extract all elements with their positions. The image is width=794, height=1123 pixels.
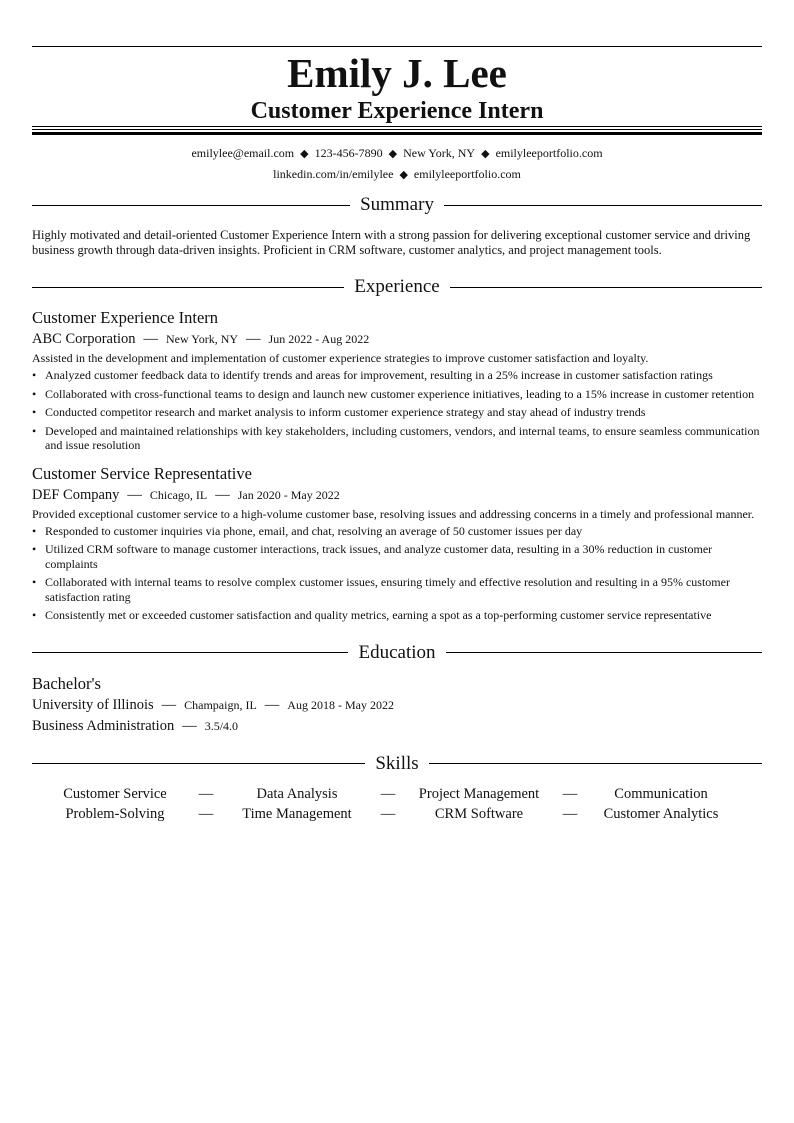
contact-line-2 (32, 164, 762, 185)
location: New York, NY (403, 146, 476, 160)
skill-dash: — (198, 785, 214, 802)
skill-dash: — (198, 805, 214, 822)
phone-number: 123-456-7890 (314, 146, 383, 160)
skill-dash: — (380, 785, 396, 802)
job-bullets (32, 368, 762, 453)
job-entry (32, 463, 762, 623)
job-location: New York, NY (166, 332, 239, 346)
job-meta: ABC Corporation — New York, NY — Jun 2022 - Aug 2022 (32, 331, 370, 347)
job-bullets (32, 524, 762, 623)
skill-item: Problem-Solving (65, 805, 165, 822)
skill-item: Communication (614, 785, 708, 802)
skill-dash: — (380, 805, 396, 822)
job-meta: DEF Company — Chicago, IL — Jan 2020 - May 2022 (32, 486, 340, 503)
company-name: DEF Company (32, 486, 120, 503)
education-dates: Aug 2018 - May 2022 (287, 697, 394, 712)
job-title: Customer Experience Intern (32, 308, 219, 327)
list-item: • Responded to customer inquiries via phone, email, and chat, resolving an average of 50 customer issues per day (32, 523, 583, 538)
skill-item: CRM Software (434, 805, 524, 822)
linkedin-link[interactable]: linkedin.com/in/emilylee (273, 167, 394, 181)
skills-heading-label: Skills (375, 752, 419, 774)
skills-grid (32, 784, 762, 824)
summary-heading-label: Summary (360, 194, 434, 215)
list-item: • Analyzed customer feedback data to identify trends and areas for improvement, resulting in a 25% increase in customer satisfaction ratings (32, 368, 713, 382)
school-location: Champaign, IL (184, 697, 257, 712)
portfolio-link-2[interactable]: emilyleeportfolio.com (413, 167, 521, 181)
skill-item: Time Management (242, 805, 352, 822)
summary-heading (32, 193, 762, 217)
portfolio-link[interactable]: emilyleeportfolio.com (495, 146, 603, 160)
list-item: • Collaborated with cross-functional teams to design and launch new customer experience initiatives, leading to a 15% increase in customer retention (32, 386, 755, 401)
skill-dash: — (562, 785, 578, 802)
job-description: Provided exceptional customer service to a high-volume customer base, resolving issues and addressing concerns in a timely and professional manner. (32, 506, 755, 521)
experience-heading (32, 275, 762, 299)
job-location: Chicago, IL (149, 487, 208, 502)
education-heading-label: Education (358, 641, 436, 663)
job-dates: Jan 2020 - May 2022 (237, 487, 340, 502)
diamond-separator-icon: ◆ (399, 169, 408, 181)
experience-heading-label: Experience (354, 276, 440, 297)
company-name: ABC Corporation (32, 331, 136, 347)
job-title: Customer Service Representative (32, 463, 252, 483)
skill-item: Project Management (418, 785, 540, 802)
candidate-name: Emily J. Lee (287, 50, 507, 96)
skill-dash: — (562, 805, 578, 822)
gpa: 3.5/4.0 (204, 718, 239, 733)
job-description: Assisted in the development and implementation of customer experience strategies to improve customer satisfaction and loyalty. (32, 351, 649, 365)
education-major-row: Business Administration — 3.5/4.0 (32, 717, 239, 734)
email-link[interactable]: emilylee@email.com (191, 146, 295, 160)
skill-item: Data Analysis (256, 785, 338, 802)
list-item: • Conducted competitor research and market analysis to inform customer experience strategy and stay ahead of industry trends (32, 405, 646, 419)
skill-item: Customer Service (63, 785, 167, 802)
list-item: • Developed and maintained relationships with key stakeholders, including customers, vendors, and internal teams, to ensure seamless communication and issue resolution (32, 423, 760, 452)
job-entry (32, 307, 762, 453)
skills-heading (32, 752, 762, 776)
resume-page (32, 46, 762, 824)
list-item: • Consistently met or exceeded customer satisfaction and quality metrics, earning a spot as a top-performing customer service representative (32, 608, 712, 622)
school-name: University of Illinois (32, 696, 154, 713)
education-heading (32, 641, 762, 665)
list-item: • Utilized CRM software to manage customer interactions, track issues, and analyze customer data, resulting in a 30% reduction in customer complaints (32, 542, 713, 571)
candidate-title: Customer Experience Intern (250, 98, 544, 124)
summary-text: Highly motivated and detail-oriented Customer Experience Intern with a strong passion for delivering exceptional customer service and driving business growth through data-driven insights. Proficient in CRM software, customer analytics, and project management tools. (32, 228, 751, 257)
degree: Bachelor's (32, 673, 101, 693)
contact-info (32, 143, 762, 185)
contact-line-1 (32, 143, 762, 164)
education-entry (32, 673, 762, 736)
education-meta: University of Illinois — Champaign, IL — Aug 2018 - May 2022 (32, 696, 394, 713)
list-item: • Collaborated with internal teams to resolve complex customer issues, ensuring timely and effective resolution and resulting in a 95% customer satisfaction rating (32, 575, 730, 604)
job-dates: Jun 2022 - Aug 2022 (268, 332, 370, 346)
major: Business Administration (32, 717, 175, 734)
header-divider (32, 126, 762, 135)
diamond-separator-icon: ◆ (300, 148, 309, 160)
skill-item: Customer Analytics (603, 805, 719, 822)
diamond-separator-icon: ◆ (388, 148, 398, 160)
top-rule (32, 46, 762, 47)
diamond-separator-icon: ◆ (481, 148, 490, 160)
